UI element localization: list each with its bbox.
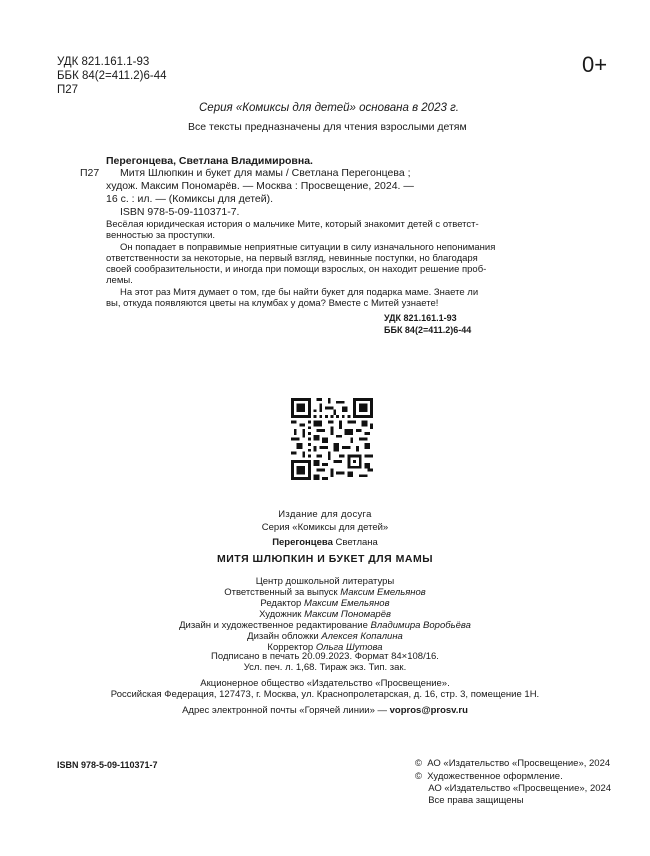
annotation-line-3: Он попадает в поправимые неприятные ситуации в силу изначального непонимания — [120, 242, 496, 253]
qr-code-icon — [291, 398, 373, 480]
annotation-line-4: ответственности за некоторые, на первый взгляд, невинные поступки, но благодаря — [106, 253, 478, 264]
edition-type: Издание для досуга — [278, 509, 372, 520]
credit-line-2 — [0, 598, 650, 609]
footer-isbn: ISBN 978-5-09-110371-7 — [57, 760, 158, 770]
print-info-2: Усл. печ. л. 1,68. Тираж экз. Тип. зак. — [243, 662, 407, 673]
hotline — [0, 705, 650, 716]
annotation-line-6: лемы. — [106, 275, 133, 286]
imprint-series: Серия «Комиксы для детей» — [261, 522, 389, 533]
author-mark: П27 — [57, 84, 79, 96]
series-note: Серия «Комиксы для детей» основана в 2023 г. — [199, 102, 459, 114]
catalog-mark: П27 — [80, 167, 100, 179]
credit-label: Дизайн обложки — [247, 631, 322, 642]
annotation-line-2: венностью за проступки. — [106, 230, 216, 241]
udk-right: УДК 821.161.1-93 — [384, 313, 457, 323]
catalog-line-3: 16 с. : ил. — (Комиксы для детей). — [106, 193, 274, 205]
reading-note: Все тексты предназначены для чтения взрослыми детям — [188, 121, 467, 133]
imprint-title: МИТЯ ШЛЮПКИН И БУКЕТ ДЛЯ МАМЫ — [217, 553, 433, 565]
credit-line-0 — [0, 576, 650, 587]
catalog-line-1: Митя Шлюпкин и букет для мамы / Светлана Перегонцева ; — [120, 167, 411, 179]
publisher-name: Акционерное общество «Издательство «Просвещение». — [200, 678, 450, 689]
credit-name: Максим Емельянов — [340, 587, 426, 598]
annotation-line-7: На этот раз Митя думает о том, где бы найти букет для подарка маме. Знаете ли — [120, 287, 479, 298]
udk-code: УДК 821.161.1-93 — [57, 56, 150, 68]
copyright-line-4: Все права защищены — [415, 795, 524, 806]
copyright-line-2: © Художественное оформление. — [415, 771, 563, 782]
catalog-author-heading: Перегонцева, Светлана Владимировна. — [106, 155, 313, 167]
credit-line-3 — [0, 609, 650, 620]
hotline-label: Адрес электронной почты «Горячей линии» — — [182, 705, 390, 716]
credit-label: Художник — [259, 609, 305, 620]
print-info-1: Подписано в печать 20.09.2023. Формат 84×108/16. — [211, 651, 439, 662]
hotline-email[interactable]: vopros@prosv.ru — [389, 705, 468, 716]
credit-name: Алексея Копалина — [321, 631, 403, 642]
annotation-line-5: своей сообразительности, и иногда при помощи взрослых, он находит решение проб- — [106, 264, 487, 275]
imprint-author-surname: Перегонцева — [272, 537, 333, 548]
credit-label: Корректор — [267, 642, 316, 653]
bbk-code: ББК 84(2=411.2)6-44 — [57, 70, 167, 82]
credit-line-5 — [0, 631, 650, 642]
credit-name: Максим Емельянов — [303, 598, 390, 609]
copyright-line-3: АО «Издательство «Просвещение», 2024 — [415, 783, 612, 794]
publisher-address: Российская Федерация, 127473, г. Москва, ул. Краснопролетарская, д. 16, стр. 3, помещение 1Н. — [110, 689, 540, 700]
copyright-line-1: © АО «Издательство «Просвещение», 2024 — [415, 758, 611, 769]
credit-name: Владимира Воробьёва — [370, 620, 471, 631]
annotation-line-1: Весёлая юридическая история о мальчике Мите, который знакомит детей с ответст- — [106, 219, 479, 230]
imprint-author — [0, 537, 650, 548]
credit-name: Ольга Шутова — [315, 642, 383, 653]
credit-line-4 — [0, 620, 650, 631]
credit-label: Центр дошкольной литературы — [255, 576, 395, 587]
credit-label: Ответственный за выпуск — [224, 587, 341, 598]
age-rating: 0+ — [582, 52, 608, 77]
credit-line-1 — [0, 587, 650, 598]
credit-name: Максим Пономарёв — [304, 609, 391, 620]
imprint-author-firstname: Светлана — [332, 537, 378, 548]
annotation-line-8: вы, откуда появляются цветы на клумбах у дома? Вместе с Митей узнаете! — [106, 298, 439, 309]
credit-label: Редактор — [260, 598, 304, 609]
catalog-isbn: ISBN 978-5-09-110371-7. — [120, 206, 240, 218]
catalog-line-2: худож. Максим Пономарёв. — Москва : Просвещение, 2024. — — [106, 180, 414, 192]
credit-label: Дизайн и художественное редактирование — [179, 620, 371, 631]
bbk-right: ББК 84(2=411.2)6-44 — [384, 325, 472, 335]
